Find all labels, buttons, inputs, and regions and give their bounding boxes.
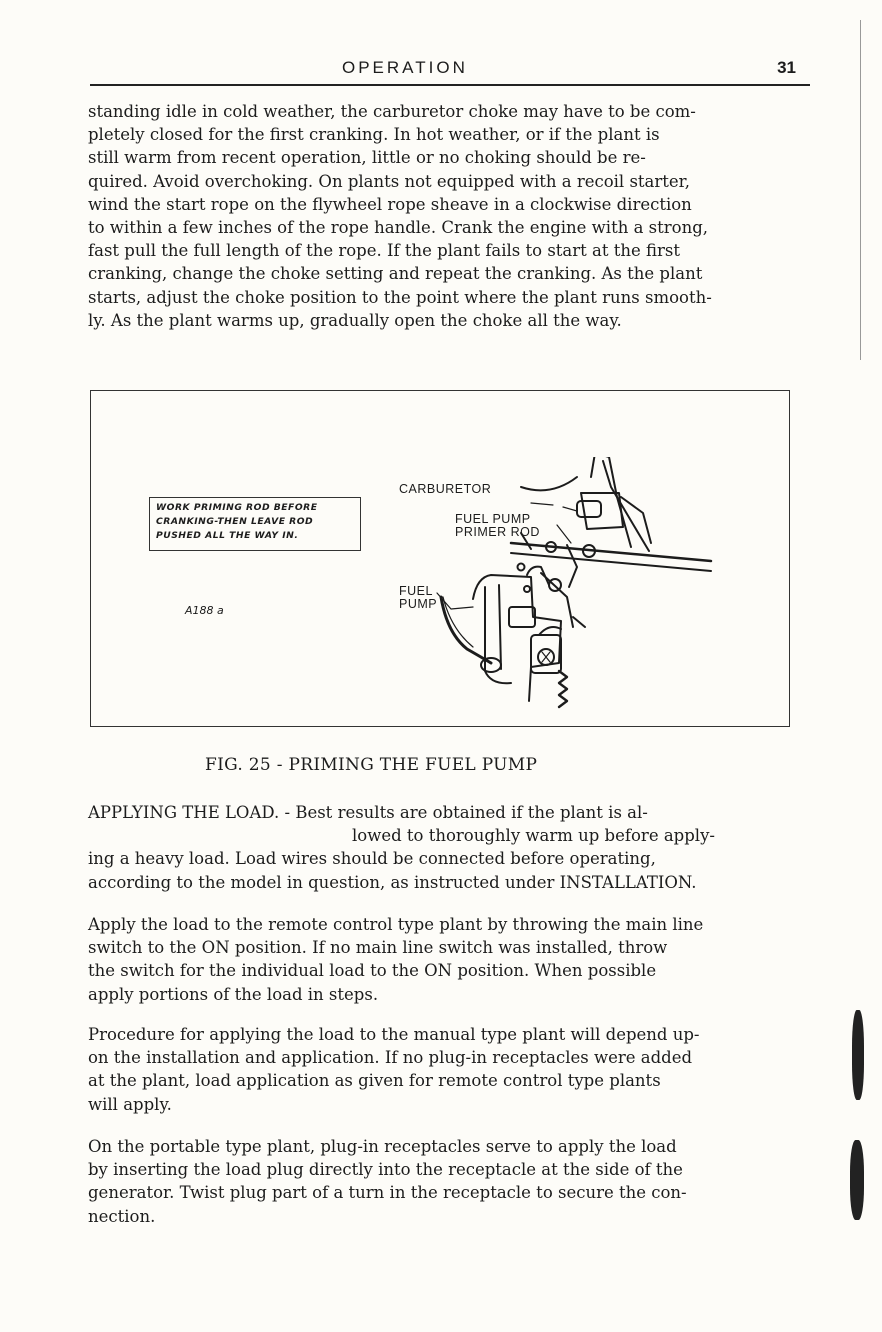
text-line: to within a few inches of the rope handle. Crank the engine with a strong, (88, 218, 709, 238)
text-line: according to the model in question, as instructed under INSTALLATION. (88, 872, 697, 892)
text-line: pletely closed for the first cranking. In hot weather, or if the plant is (88, 125, 660, 145)
callout-line: CRANKING-THEN LEAVE ROD (156, 516, 314, 527)
fuel-pump-diagram (381, 457, 781, 717)
text-line: On the portable type plant, plug-in receptacles serve to apply the load (88, 1137, 677, 1156)
text-line: APPLYING THE LOAD. - Best results are obtained if the plant is al- (88, 803, 648, 822)
text-line: ly. As the plant warms up, gradually open the choke all the way. (88, 310, 622, 330)
text-line: switch to the ON position. If no main line switch was installed, throw (88, 938, 668, 958)
page-header (90, 58, 810, 86)
text-line: generator. Twist plug part of a turn in the receptacle to secure the con- (88, 1183, 687, 1203)
figure-frame (90, 390, 790, 727)
paragraph-choke-instructions (88, 100, 823, 332)
label-primer-rod: PRIMER ROD (455, 525, 540, 539)
callout-line: WORK PRIMING ROD BEFORE (156, 502, 318, 513)
figure-code: A188 a (185, 604, 224, 617)
text-line: the switch for the individual load to the ON position. When possible (88, 961, 657, 981)
callout-line: PUSHED ALL THE WAY IN. (156, 530, 299, 541)
paragraph-manual-type (88, 1023, 823, 1116)
text-line: apply portions of the load in steps. (88, 984, 379, 1004)
figure-callout-box (149, 497, 361, 551)
paragraph-remote-control (88, 913, 823, 1006)
scan-edge-mark (852, 1010, 864, 1100)
scan-edge-mark (850, 1140, 864, 1220)
scan-edge-line (860, 20, 861, 360)
text-line: starts, adjust the choke position to the point where the plant runs smooth- (88, 287, 712, 307)
label-fuel-pump-top: FUEL PUMP (455, 512, 531, 526)
text-line: still warm from recent operation, little or no choking should be re- (88, 148, 646, 168)
figure-caption: FIG. 25 - PRIMING THE FUEL PUMP (205, 755, 538, 775)
text-line: fast pull the full length of the rope. If the plant fails to start at the first (88, 241, 681, 261)
text-line: nection. (88, 1206, 156, 1226)
text-line: Apply the load to the remote control type plant by throwing the main line (88, 915, 704, 934)
label-carburetor: CARBURETOR (399, 482, 492, 496)
text-line: standing idle in cold weather, the carburetor choke may have to be com- (88, 102, 696, 121)
label-pump: PUMP (399, 597, 438, 611)
text-line: quired. Avoid overchoking. On plants not equipped with a recoil starter, (88, 171, 690, 191)
text-line: ing a heavy load. Load wires should be connected before operating, (88, 849, 656, 869)
text-line: will apply. (88, 1094, 172, 1114)
text-line: lowed to thoroughly warm up before apply- (352, 826, 715, 846)
text-line: on the installation and application. If no plug-in receptacles were added (88, 1048, 693, 1068)
page-number: 31 (777, 58, 796, 77)
paragraph-portable-type (88, 1135, 823, 1228)
text-line: wind the start rope on the flywheel rope sheave in a clockwise direction (88, 194, 692, 214)
section-title: OPERATION (342, 58, 468, 77)
label-fuel: FUEL (399, 584, 433, 598)
paragraph-applying-load (88, 801, 823, 894)
fuel-pump-illustration (381, 457, 781, 717)
text-line: by inserting the load plug directly into the receptacle at the side of the (88, 1160, 683, 1180)
text-line: Procedure for applying the load to the manual type plant will depend up- (88, 1025, 700, 1044)
text-line: cranking, change the choke setting and repeat the cranking. As the plant (88, 264, 703, 284)
text-line: at the plant, load application as given for remote control type plants (88, 1071, 661, 1091)
